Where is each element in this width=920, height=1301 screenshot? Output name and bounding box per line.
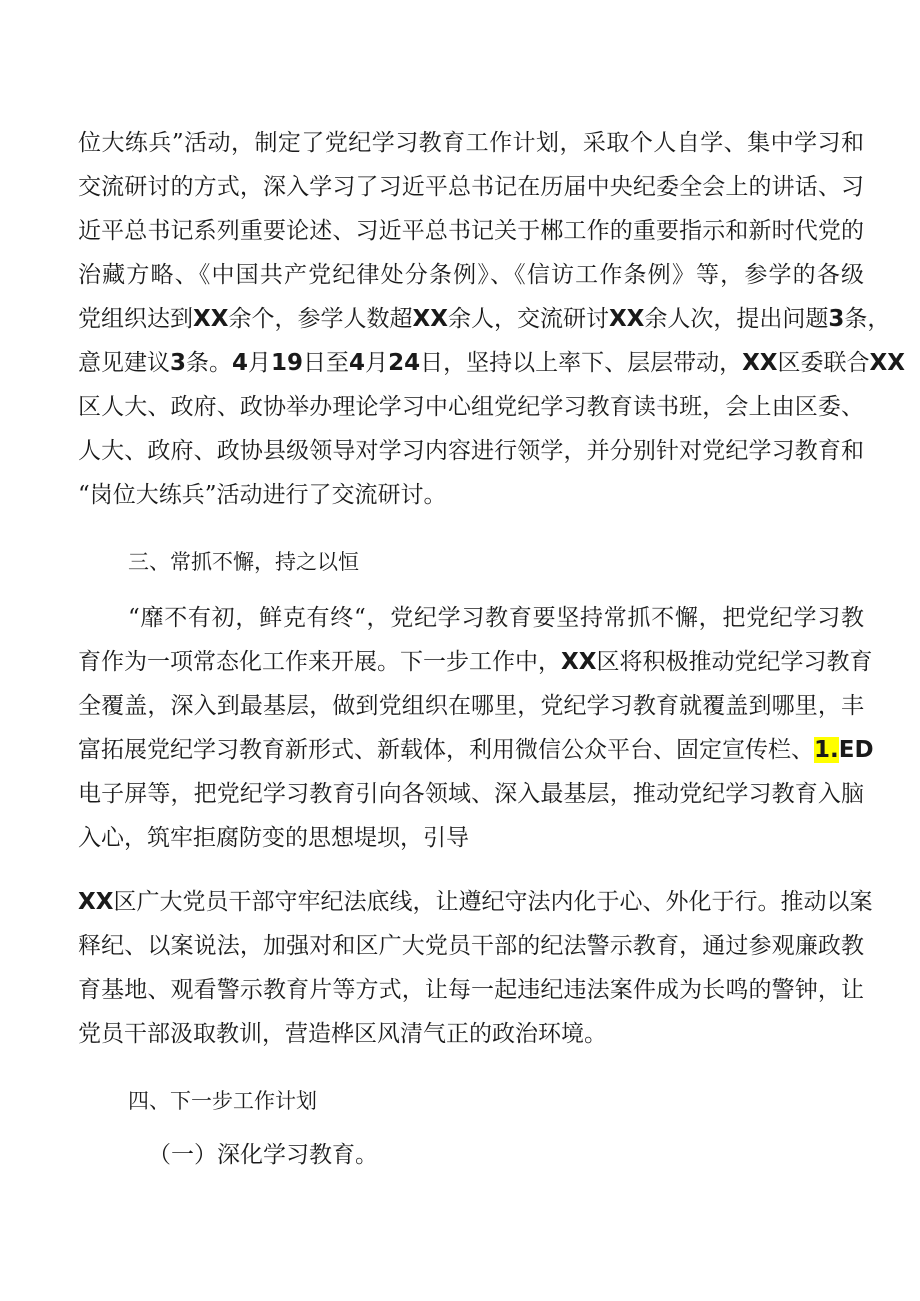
para1-line4: 治藏方略、《中国共产党纪律处分条例》、《信访工作条例》等，参学的各级 [78,262,864,288]
para1-line7: 区人大、政府、政协举办理论学习中心组党纪学习教育读书班，会上由区委、 [78,394,864,420]
para2-line1: “靡不有初，鲜克有终“，党纪学习教育要坚持常抓不懈，把党纪学习教 [128,605,864,631]
text-run: 条， [844,306,891,332]
text-run: 月 [365,350,389,376]
para3-line3: 育基地、观看警示教育片等方式，让每一起违纪违法案件成为长鸣的警钟，让 [78,977,864,1003]
text-run: 月 [248,350,272,376]
bold-run: XX [742,350,778,376]
bold-run: XX [608,306,645,332]
highlighted-run: 1. [814,737,839,763]
para1-line2: 交流研讨的方式，深入学习了习近平总书记在历届中央纪委全会上的讲话、习 [78,174,864,200]
bold-run: 19 [271,350,304,376]
text-run: 育作为一项常态化工作来开展。下一步工作中， [78,649,561,675]
text-run: 余人，交流研讨 [447,306,609,332]
para3-line1 [78,887,873,917]
para2-line5: 电子屏等，把党纪学习教育引向各领域、深入最基层，推动党纪学习教育入脑 [78,781,864,807]
bold-run: XX [869,350,906,376]
bold-run: 3 [828,306,845,332]
para3-line4: 党员干部汲取教训，营造桦区风清气正的政治环境。 [78,1021,607,1047]
text-run: 富拓展党纪学习教育新形式、新载体，利用微信公众平台、固定宣传栏、 [78,737,814,763]
text-run: 区广大党员干部守牢纪法底线，让遵纪守法内化于心、外化于行。推动以案 [113,889,873,915]
text-run: 余个，参学人数超 [228,306,413,332]
bold-run: 4 [232,350,249,376]
text-run: 区将积极推动党纪学习教育 [596,649,873,675]
para2-line4 [78,735,874,765]
section-heading-3: 三、常抓不懈，持之以恒 [128,550,359,574]
para1-line1: 位大练兵”活动，制定了党纪学习教育工作计划，采取个人自学、集中学习和 [78,130,864,156]
bold-run: XX [412,306,448,332]
section-heading-4: 四、下一步工作计划 [128,1089,317,1113]
bold-run: 4 [349,350,366,376]
para1-line6 [78,348,906,378]
para2-line3: 全覆盖，深入到最基层，做到党组织在哪里，党纪学习教育就覆盖到哪里，丰 [78,693,864,719]
text-run: 党组织达到 [78,306,193,332]
text-run: 日至 [303,350,350,376]
text-run: 日，坚持以上率下、层层带动， [420,350,743,376]
para1-line3: 近平总书记系列重要论述、习近平总书记关于郴工作的重要指示和新时代党的 [78,218,864,244]
para2-line2 [78,647,873,677]
text-run: 意见建议 [78,350,170,376]
subsection-heading-1: （一）深化学习教育。 [148,1142,378,1168]
bold-run: 24 [388,350,421,376]
para1-line5 [78,304,891,334]
bold-run: XX [561,649,597,675]
para3-line2: 释纪、以案说法，加强对和区广大党员干部的纪法警示教育，通过参观廉政教 [78,933,864,959]
text-run: 区委联合 [777,350,870,376]
bold-run: XX [78,889,114,915]
bold-run: ED [838,737,874,763]
para1-line8: 人大、政府、政协县级领导对学习内容进行领学，并分别针对党纪学习教育和 [78,438,864,464]
bold-run: 3 [170,350,187,376]
bold-run: XX [193,306,229,332]
para2-line6: 入心，筑牢拒腐防变的思想堤坝，引导 [78,825,469,851]
text-run: 余人次，提出问题 [644,306,829,332]
para1-line9: “岗位大练兵”活动进行了交流研讨。 [78,482,447,508]
text-run: 条。 [186,350,233,376]
